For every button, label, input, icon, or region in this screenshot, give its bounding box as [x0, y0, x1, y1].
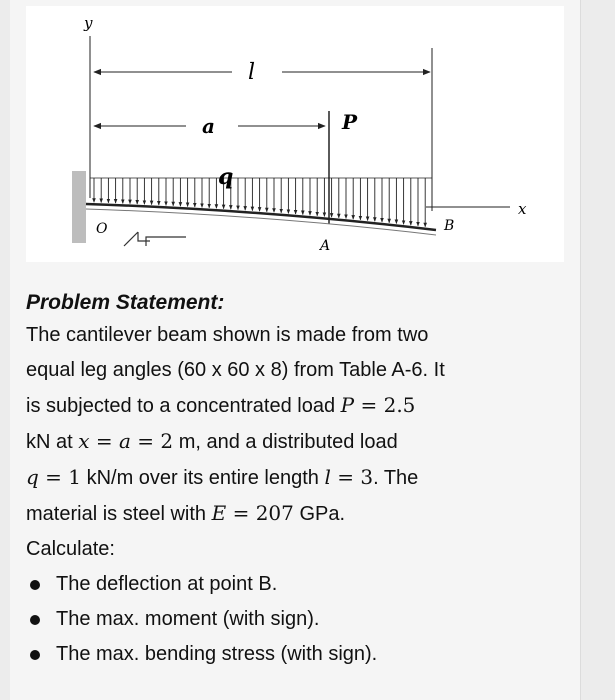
math-l-value: = 3 [330, 465, 374, 489]
problem-line-5-text: kN/m over its entire length [81, 467, 325, 489]
task-item [26, 567, 566, 602]
math-l-equation [324, 465, 373, 489]
math-a-value: = 2 [130, 429, 174, 453]
math-var-e: E [211, 501, 227, 525]
beam-figure [26, 6, 564, 262]
bullet-icon [30, 580, 40, 590]
task-text: The deflection at point B. [56, 573, 278, 595]
problem-line-4 [26, 424, 566, 460]
task-item [26, 602, 566, 637]
math-var-p: P [340, 393, 355, 417]
task-list [26, 567, 566, 672]
x-axis-label: x [518, 200, 527, 218]
task-text: The max. bending stress (with sign). [56, 643, 378, 665]
deflected-beam [86, 204, 436, 230]
problem-card [10, 0, 581, 700]
math-p-value: = 2.5 [354, 393, 416, 417]
point-o-label: O [96, 221, 108, 237]
distributed-load-arrows [94, 178, 425, 227]
beam-diagram [26, 6, 564, 262]
point-b-label: B [444, 218, 455, 234]
math-q-equation [26, 465, 81, 489]
bullet-icon [30, 615, 40, 625]
problem-line-5-end: . The [373, 467, 419, 489]
math-e-equation [212, 501, 294, 525]
task-text: The max. moment (with sign). [56, 608, 320, 630]
dimension-a-label: a [202, 114, 215, 138]
math-var-l: l [324, 465, 331, 489]
problem-statement [26, 288, 566, 672]
math-var-x: x [78, 429, 90, 453]
problem-line-5 [26, 460, 566, 496]
point-a-label: A [320, 238, 331, 254]
calculate-label: Calculate: [26, 538, 115, 560]
math-var-a: a [119, 429, 131, 453]
math-eq-sign: = [89, 429, 120, 453]
bullet-icon [30, 650, 40, 660]
load-q-label: q [218, 164, 234, 190]
problem-line-3-text: is subjected to a concentrated load [26, 395, 341, 417]
load-p-label: P [342, 110, 358, 134]
problem-line-1: The cantilever beam shown is made from two [26, 324, 429, 346]
fixed-wall [72, 171, 86, 243]
math-e-value: = 207 [226, 501, 294, 525]
problem-line-3 [26, 388, 566, 424]
math-var-q: q [26, 465, 39, 489]
task-item [26, 637, 566, 672]
problem-line-4-unit: kN at [26, 431, 79, 453]
problem-line-4-text: m, and a distributed load [173, 431, 398, 453]
problem-heading: Problem Statement: [26, 291, 225, 314]
problem-line-2: equal leg angles (60 x 60 x 8) from Table A-6. It [26, 359, 445, 381]
angle-section-icon [124, 232, 186, 246]
problem-line-6 [26, 496, 566, 532]
math-q-value: = 1 [38, 465, 82, 489]
problem-line-6-unit: GPa. [293, 503, 346, 525]
y-axis-label: y [84, 14, 93, 32]
math-p-equation [341, 393, 416, 417]
math-x-equation [78, 429, 173, 453]
problem-line-6-text: material is steel with [26, 503, 212, 525]
dimension-l-label: l [248, 60, 256, 85]
